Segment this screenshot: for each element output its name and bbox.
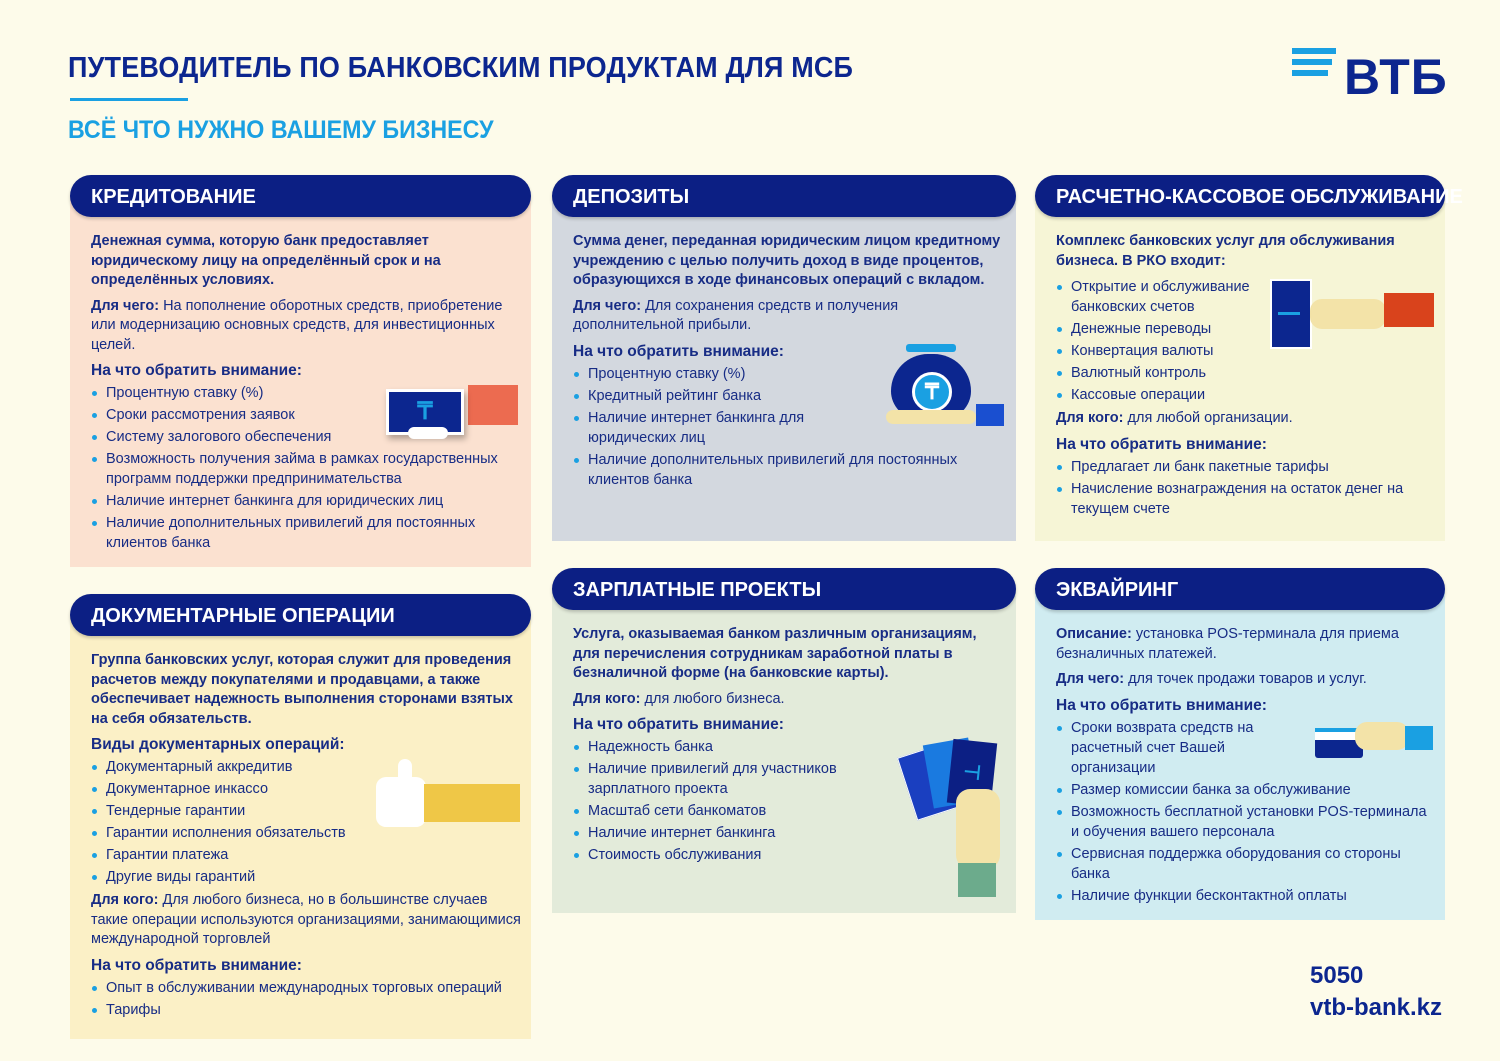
- card-title: ЗАРПЛАТНЫЕ ПРОЕКТЫ: [552, 568, 1016, 610]
- bullet-list: [91, 383, 521, 553]
- card-1: [552, 175, 1016, 541]
- list-item: Сроки возврата средств на расчетный счет Вашей организации: [1056, 718, 1435, 778]
- card-paragraph: [1056, 625, 1435, 664]
- bullet-list: [1056, 718, 1435, 906]
- card-3: [70, 594, 531, 1039]
- card-2: [1035, 175, 1463, 541]
- list-item: Масштаб сети банкоматов: [573, 801, 1006, 821]
- card-title: ЭКВАЙРИНГ: [1035, 568, 1445, 610]
- card-title: ДОКУМЕНТАРНЫЕ ОПЕРАЦИИ: [70, 594, 531, 636]
- card-title: РАСЧЕТНО-КАССОВОЕ ОБСЛУЖИВАНИЕ: [1035, 175, 1445, 217]
- list-item: Наличие привилегий для участников зарплатного проекта: [573, 759, 1006, 799]
- list-item: Процентную ставку (%): [91, 383, 521, 403]
- vtb-logo: [1292, 48, 1452, 108]
- list-item: Валютный контроль: [1056, 363, 1435, 383]
- hand-with-banknote-icon: ₸: [386, 385, 521, 441]
- list-item: Опыт в обслуживании международных торговых операций: [91, 978, 521, 998]
- list-item: Документарное инкассо: [91, 779, 521, 799]
- card-body: [552, 196, 1016, 541]
- list-item: Наличие интернет банкинга для юридических лиц: [573, 408, 1006, 448]
- list-item: Наличие дополнительных привилегий для постоянных клиентов банка: [573, 450, 1006, 490]
- page-subtitle: ВСЁ ЧТО НУЖНО ВАШЕМУ БИЗНЕСУ: [68, 116, 494, 144]
- section-heading: На что обратить внимание:: [573, 716, 784, 733]
- website-link[interactable]: vtb-bank.kz: [1310, 994, 1443, 1021]
- list-item: Систему залогового обеспечения: [91, 427, 521, 447]
- page-title: ПУТЕВОДИТЕЛЬ ПО БАНКОВСКИМ ПРОДУКТАМ ДЛЯ МСБ: [68, 52, 854, 84]
- card-title: ДЕПОЗИТЫ: [552, 175, 1016, 217]
- list-item: Начисление вознаграждения на остаток денег на текущем счете: [1056, 479, 1435, 519]
- list-item: Предлагает ли банк пакетные тарифы: [1056, 457, 1435, 477]
- paragraph-text: Для сохранения средств и получения дополнительной прибыли.: [573, 297, 899, 333]
- card-5: [1035, 568, 1445, 920]
- card-description: Комплекс банковских услуг для обслуживания бизнеса. В РКО входит:: [1056, 233, 1395, 269]
- phone-number: 5050: [1310, 962, 1364, 989]
- paragraph-text: Для любого бизнеса, но в большинстве случаев такие операции используются организациями, занимающимися международной торговлей: [91, 892, 521, 947]
- card-column: [552, 175, 1016, 913]
- section-heading: На что обратить внимание:: [91, 956, 302, 974]
- list-item: Открытие и обслуживание банковских счетов: [1056, 277, 1435, 317]
- list-item: Размер комиссии банка за обслуживание: [1056, 780, 1435, 800]
- logo-text: ВТБ: [1344, 49, 1448, 105]
- card-paragraph: [91, 891, 521, 950]
- paragraph-text: для любого бизнеса.: [640, 690, 785, 707]
- card-body: [70, 196, 531, 567]
- card-description: Денежная сумма, которую банк предоставляет юридическому лицу на определённый срок и на определённых условиях.: [91, 233, 441, 288]
- title-underline: [70, 98, 188, 101]
- money-bag-icon: ₸: [876, 344, 1006, 428]
- list-item: Процентную ставку (%): [573, 364, 1006, 384]
- card-description: Сумма денег, переданная юридическим лицом кредитному учреждению с целью получить доход в виде процентов, образующихся в ходе финансовых операций с вкладом.: [573, 233, 1001, 288]
- list-item: Документарный аккредитив: [91, 757, 521, 777]
- paragraph-label: Для кого:: [91, 892, 159, 908]
- list-item: Денежные переводы: [1056, 319, 1435, 339]
- paragraph-text: установка POS-терминала для приема безналичных платежей.: [1056, 626, 1399, 662]
- list-item: Гарантии исполнения обязательств: [91, 823, 521, 843]
- contact-info: [1310, 960, 1442, 1024]
- bullet-list: [1056, 277, 1435, 405]
- logo-stripes-icon: [1292, 48, 1336, 81]
- bullet-list: [573, 737, 1006, 865]
- card-paragraph: [91, 297, 521, 356]
- card-paragraph: [1056, 670, 1435, 690]
- card-4: [552, 568, 1016, 913]
- card-title: КРЕДИТОВАНИЕ: [70, 175, 531, 217]
- hand-with-cards-icon: ⊣: [906, 739, 1006, 899]
- list-item: Тендерные гарантии: [91, 801, 521, 821]
- list-item: Стоимость обслуживания: [573, 845, 1006, 865]
- card-paragraph: [1056, 409, 1435, 429]
- list-item: Возможность получения займа в рамках государственных программ поддержки предпринимательства: [91, 449, 521, 489]
- list-item: Надежность банка: [573, 737, 1006, 757]
- list-item: Кассовые операции: [1056, 385, 1435, 405]
- section-heading: На что обратить внимание:: [1056, 696, 1267, 714]
- list-item: Конвертация валюты: [1056, 341, 1435, 361]
- list-item: Наличие дополнительных привилегий для постоянных клиентов банка: [91, 513, 521, 553]
- paragraph-label: Для кого:: [1056, 410, 1124, 426]
- card-column: [1035, 175, 1463, 920]
- paragraph-label: Для чего:: [91, 297, 160, 314]
- bullet-list: [91, 978, 521, 1020]
- list-item: Тарифы: [91, 1000, 521, 1020]
- paragraph-text: для любой организации.: [1123, 410, 1293, 426]
- list-item: Наличие функции бесконтактной оплаты: [1056, 886, 1435, 906]
- list-item: Возможность бесплатной установки POS-терминала и обучения вашего персонала: [1056, 802, 1435, 842]
- list-item: Другие виды гарантий: [91, 867, 521, 887]
- paragraph-label: Для кого:: [573, 690, 641, 707]
- card-column: [70, 175, 531, 1039]
- card-body: [1035, 589, 1445, 920]
- paragraph-text: для точек продажи товаров и услуг.: [1124, 671, 1367, 687]
- paragraph-label: Описание:: [1056, 626, 1132, 642]
- list-item: Гарантии платежа: [91, 845, 521, 865]
- card-paragraph: [573, 690, 1006, 710]
- list-item: Сроки рассмотрения заявок: [91, 405, 521, 425]
- list-item: Сервисная поддержка оборудования со стороны банка: [1056, 844, 1435, 884]
- list-item: Наличие интернет банкинга для юридических лиц: [91, 491, 521, 511]
- paragraph-text: На пополнение оборотных средств, приобретение или модернизацию основных средств, для инвестиционных целей.: [91, 297, 503, 353]
- card-body: [1035, 196, 1445, 541]
- card-description: Услуга, оказываемая банком различным организациям, для перечисления сотрудникам заработной платы в безналичной форме (на банковские карты).: [573, 626, 977, 681]
- card-description: Группа банковских услуг, которая служит для проведения расчетов между покупателями и продавцами, а также обеспечивает надежность выполнения сторонами взятых на себя обязательств.: [91, 652, 513, 727]
- section-heading: Виды документарных операций:: [91, 736, 345, 753]
- card-paragraph: [573, 297, 1006, 336]
- list-item: Наличие интернет банкинга: [573, 823, 1006, 843]
- paragraph-label: Для чего:: [573, 297, 642, 314]
- bullet-list: [573, 364, 1006, 490]
- bullet-list: [1056, 457, 1435, 519]
- section-heading: На что обратить внимание:: [91, 362, 302, 379]
- section-heading: На что обратить внимание:: [573, 342, 784, 360]
- paragraph-label: Для чего:: [1056, 671, 1125, 687]
- card-body: [552, 589, 1016, 913]
- list-item: Кредитный рейтинг банка: [573, 386, 1006, 406]
- section-heading: На что обратить внимание:: [1056, 435, 1267, 453]
- card-0: [70, 175, 531, 567]
- card-body: [70, 615, 531, 1039]
